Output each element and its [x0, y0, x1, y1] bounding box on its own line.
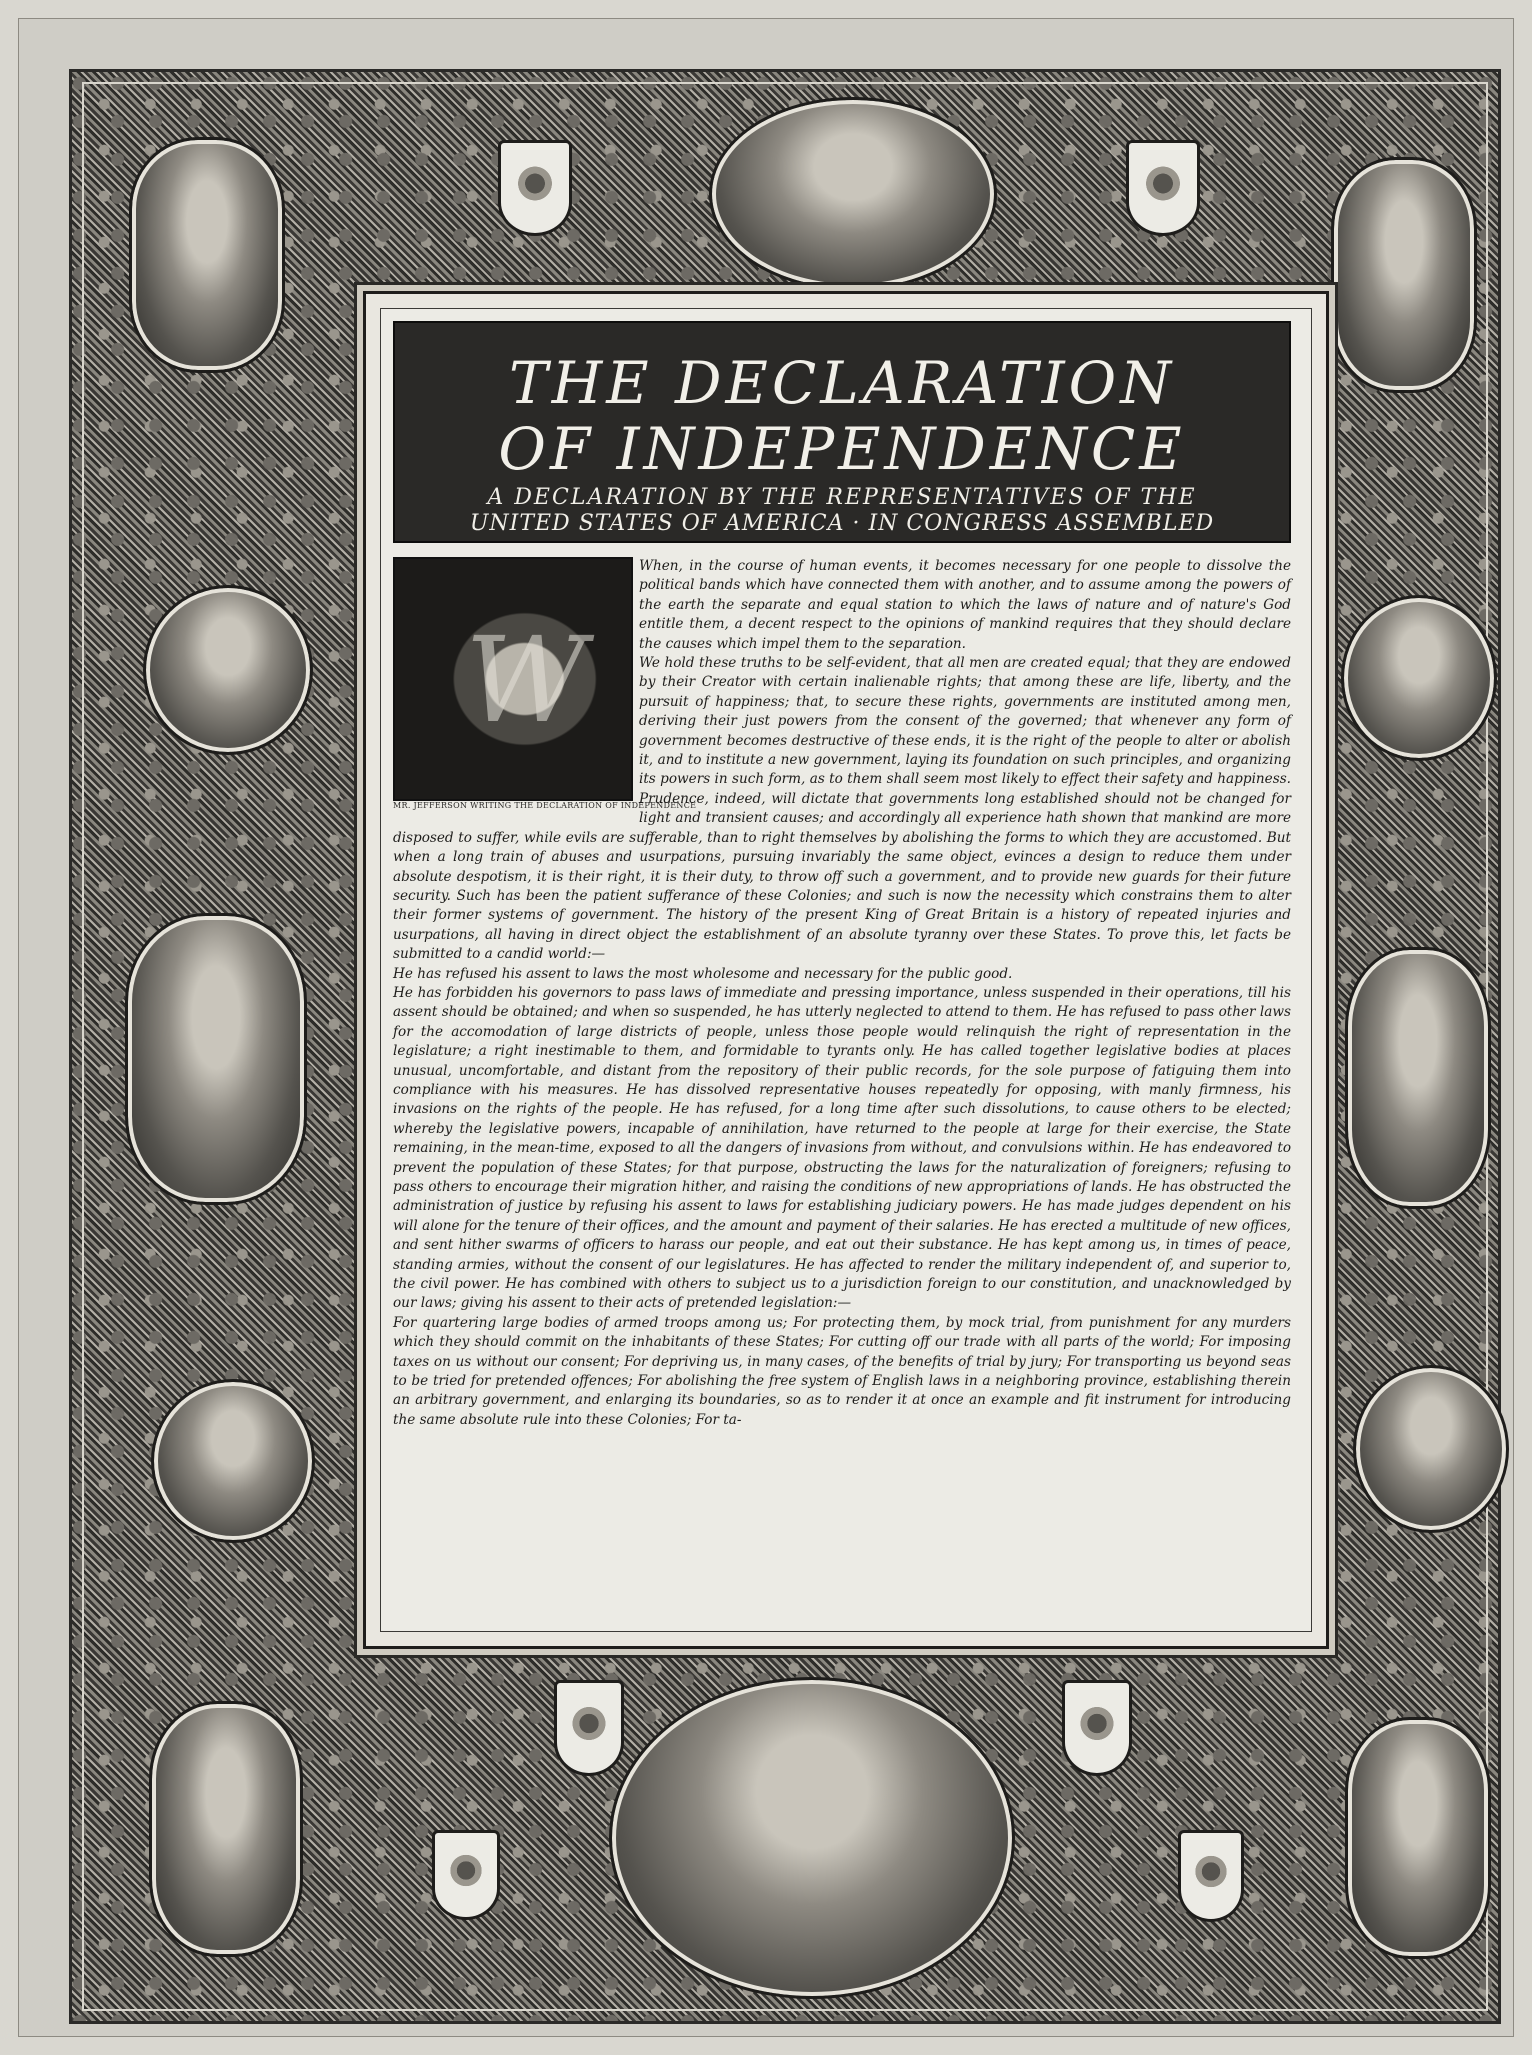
paragraph-grievance-assent: He has refused his assent to laws the most wholesome and necessary for the public good.: [393, 965, 1013, 982]
medallion-left-winter-scene: [128, 916, 304, 1202]
medallion-top-center-shore-scene: [712, 100, 994, 288]
coat-of-arms-bottom-right-2: [1178, 1830, 1244, 1922]
medallion-top-right-town-scene: [1334, 160, 1474, 390]
declaration-body-text: [393, 557, 1291, 1615]
medallion-left-portrait-2: [154, 1382, 312, 1540]
vignette-caption: MR. JEFFERSON WRITING THE DECLARATION OF INDEPENDENCE: [393, 801, 697, 810]
medallion-bottom-left-scene: [152, 1704, 300, 1954]
medallion-top-left-landing-scene: [132, 140, 282, 370]
text-panel: [380, 308, 1312, 1632]
text-panel-frame: [363, 291, 1329, 1649]
coat-of-arms-top-left: [498, 140, 572, 236]
medallion-right-portrait-2: [1356, 1368, 1506, 1530]
paragraph-grievances: He has forbidden his governors to pass laws of immediate and pressing importance, unless suspended in their operations, till his assent should be obtained; and when so suspended, he has utterly neglected to attend to them. He has refused to pass other laws for the accomodation of large districts of people, unless those people would relinquish the right of representation in the legislature; a right inestimable to them, and formidable to tyrants only. He has called together legislative bodies at places unusual, uncomfortable, and distant from the repository of their public records, for the sole purpose of fatiguing them into compliance with his measures. He has dissolved representative houses repeatedly for opposing, with manly firmness, his invasions on the rights of the people. He has refused, for a long time after such dissolutions, to cause others to be elected; whereby the legislative powers, incapable of annihilation, have returned to the people at large for their exercise, the State remaining, in the mean-time, exposed to all the dangers of invasions from without, and convulsions within. He has endeavored to prevent the population of these States; for that purpose, obstructing the laws for the naturalization of foreigners; refusing to pass others to encourage their migration hither, and raising the conditions of new appropriations of lands. He has obstructed the administration of justice by refusing his assent to laws for establishing judiciary powers. He has made judges dependent on his will alone for the tenure of their offices, and the amount and payment of their salaries. He has erected a multitude of new offices, and sent hither swarms of officers to harass our people, and eat out their substance. He has kept among us, in times of peace, standing armies, without the consent of our legislatures. He has affected to render the military independent of, and superior to, the civil power. He has combined with others to subject us to a jurisdiction foreign to our constitution, and unacknowledged by our laws; giving his assent to their acts of pretended legislation:—: [393, 984, 1291, 1312]
medallion-left-portrait-1: [146, 588, 310, 752]
initial-spacer: [393, 557, 697, 819]
coat-of-arms-bottom-left-2: [432, 1830, 500, 1920]
document-subtitle-line-2: UNITED STATES OF AMERICA · IN CONGRESS ASSEMBLED: [469, 511, 1215, 536]
coat-of-arms-bottom-left-1: [554, 1680, 624, 1776]
page-sheet: [18, 18, 1514, 2037]
title-banner: [393, 321, 1291, 543]
medallion-right-portrait-1: [1344, 598, 1494, 758]
coat-of-arms-top-right: [1126, 140, 1200, 236]
coat-of-arms-bottom-right-1: [1062, 1680, 1132, 1776]
document-title-line-2: OF INDEPENDENCE: [498, 415, 1186, 483]
document-title-line-1: THE DECLARATION: [509, 349, 1175, 417]
medallion-bottom-right-scene: [1348, 1720, 1488, 1956]
medallion-right-street-scene: [1348, 950, 1488, 1206]
paragraph-self-evident-truths: We hold these truths to be self-evident, that all men are created equal; that they are endowed by their Creator with certain inalienable rights; that among these are life, liberty, and the pursuit of happiness; that, to secure these rights, governments are instituted among men, deriving their just powers from the consent of the governed; that whenever any form of government becomes destructive of these ends, it is the right of the people to alter or abolish it, and to institute a new government, laying its foundation on such principles, and organizing its powers in such form, as to them shall seem most likely to effect their safety and happiness. Prudence, indeed, will dictate that governments long established should not be changed for light and transient causes; and accordingly all experience hath shown that mankind are more disposed to suffer, while evils are sufferable, than to right themselves by abolishing the forms to which they are accustomed. But when a long train of abuses and usurpations, pursuing invariably the same object, evinces a design to reduce them under absolute despotism, it is their right, it is their duty, to throw off such a government, and to provide new guards for their future security. Such has been the patient sufferance of these Colonies; and such is now the necessity which constrains them to alter their former systems of government. The history of the present King of Great Britain is a history of repeated injuries and usurpations, all having in direct object the establishment of an absolute tyranny over these States. To prove this, let facts be submitted to a candid world:—: [393, 655, 1291, 963]
paragraph-preamble: When, in the course of human events, it becomes necessary for one people to dissolve the political bands which have connected them with another, and to assume among the powers of the earth the separate and equal station to which the laws of nature and of nature's God entitle them, a decent respect to the opinions of mankind requires that they should declare the causes which impel them to the separation.: [639, 558, 1291, 652]
paragraph-pretended-legislation: For quartering large bodies of armed troops among us; For protecting them, by mock trial, from punishment for any murders which they should commit on the inhabitants of these States; For cutting off our trade with all parts of the world; For imposing taxes on us without our consent; For depriving us, in many cases, of the benefits of trial by jury; For transporting us beyond seas to be tried for pretended offences; For abolishing the free system of English laws in a neighboring province, establishing therein an arbitrary government, and enlarging its boundaries, so as to render it at once an example and fit instrument for introducing the same absolute rule into these Colonies; For ta-: [393, 1314, 1291, 1428]
medallion-bottom-center-battle-scene: [612, 1680, 1012, 1996]
document-subtitle-line-1: A DECLARATION BY THE REPRESENTATIVES OF THE: [487, 485, 1197, 510]
